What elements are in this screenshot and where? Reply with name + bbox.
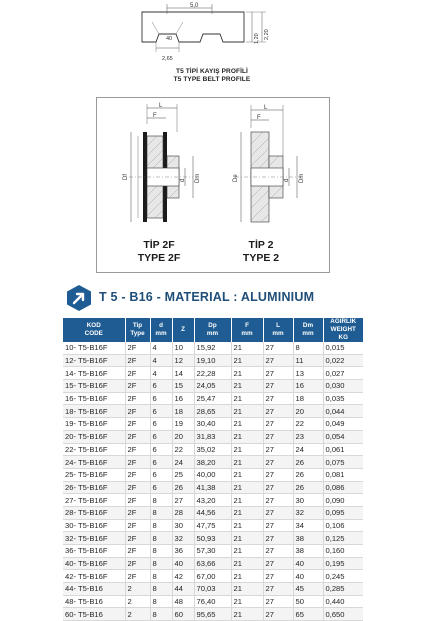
table-cell: 0,081 [323,468,363,481]
table-row [63,418,363,431]
table-cell: 0,650 [323,608,363,621]
table-cell: 15,92 [194,342,231,354]
table-cell: 70,03 [194,583,231,596]
table-cell: 40 [293,557,323,570]
table-row [63,545,363,558]
table-cell: 26 [293,468,323,481]
hexagon-arrow-icon [65,284,93,312]
table-cell: 6 [150,443,172,456]
column-header [125,318,150,342]
table-cell: 2F [125,545,150,558]
table-cell: 27- T5-B16F [63,494,125,507]
table-cell: 2F [125,456,150,469]
table-cell: 24 [293,443,323,456]
table-cell: 38,20 [194,456,231,469]
table-cell: 0,285 [323,583,363,596]
table-row [63,456,363,469]
table-cell: 27 [263,608,293,621]
table-cell: 57,30 [194,545,231,558]
table-cell: 21 [231,392,263,405]
column-header [263,318,293,342]
dim-d-2: d [284,178,290,182]
table-cell: 21 [231,354,263,367]
column-header-text: Z [181,326,185,333]
table-cell: 27 [263,456,293,469]
table-cell: 2F [125,532,150,545]
table-row [63,430,363,443]
table-cell: 4 [150,367,172,380]
table-cell: 40- T5-B16F [63,557,125,570]
table-cell: 12 [172,354,194,367]
table-cell: 2F [125,354,150,367]
table-cell: 16 [293,380,323,393]
table-cell: 21 [231,494,263,507]
column-header-text: Type [130,330,145,337]
type-2-label-en: TYPE 2 [242,252,280,264]
dim-f-2f: F [153,113,157,119]
column-header [293,318,323,342]
table-cell: 21 [231,443,263,456]
table-cell: 27 [263,367,293,380]
table-cell: 41,38 [194,481,231,494]
table-cell: 50 [293,595,323,608]
table-cell: 2F [125,443,150,456]
table-cell: 2F [125,519,150,532]
section-title: T 5 - B16 - MATERIAL : ALUMINIUM [99,290,315,304]
table-cell: 2 [125,608,150,621]
table-cell: 26- T5-B16F [63,481,125,494]
column-header [231,318,263,342]
table-cell: 0,245 [323,570,363,583]
table-cell: 21 [231,545,263,558]
table-cell: 76,40 [194,595,231,608]
table-cell: 8 [150,570,172,583]
table-cell: 38 [293,532,323,545]
table-cell: 10 [172,342,194,354]
dim-pitch: 5,0 [190,3,199,9]
table-row [63,608,363,621]
table-cell: 28- T5-B16F [63,506,125,519]
table-cell: 27 [263,595,293,608]
table-cell: 40 [172,557,194,570]
dim-de-2: De [233,174,239,182]
table-cell: 6 [150,430,172,443]
table-cell: 0,195 [323,557,363,570]
column-header [150,318,172,342]
table-cell: 38 [293,545,323,558]
table-cell: 6 [150,392,172,405]
table-cell: 27 [263,392,293,405]
dim-dm-2: Dm [299,173,305,183]
table-cell: 35,02 [194,443,231,456]
dim-angle: 40 [166,36,173,42]
column-header-text: mm [302,330,314,337]
column-header-text: KOD [86,322,101,329]
belt-profile-caption-en: T5 TYPE BELT PROFILE [173,76,251,83]
column-header [323,318,363,342]
table-cell: 27 [263,583,293,596]
type-2-label-tr: TİP 2 [248,239,274,251]
table-cell: 8 [150,494,172,507]
table-cell: 0,440 [323,595,363,608]
table-cell: 21 [231,595,263,608]
spec-table [63,318,363,621]
table-cell: 2F [125,430,150,443]
table-cell: 16- T5-B16F [63,392,125,405]
table-cell: 27 [263,354,293,367]
table-cell: 30- T5-B16F [63,519,125,532]
type-2f-label [119,239,199,265]
table-cell: 2F [125,342,150,354]
table-cell: 25- T5-B16F [63,468,125,481]
table-cell: 0,086 [323,481,363,494]
table-row [63,481,363,494]
table-cell: 30,40 [194,418,231,431]
table-cell: 48 [172,595,194,608]
table-row [63,570,363,583]
table-cell: 31,83 [194,430,231,443]
dim-dm-2f: Dm [195,173,201,183]
table-cell: 27 [263,468,293,481]
table-cell: 19,10 [194,354,231,367]
table-cell: 0,061 [323,443,363,456]
table-cell: 27 [263,342,293,354]
column-header [63,318,125,342]
dim-df-2f: Df [123,174,129,180]
table-cell: 67,00 [194,570,231,583]
table-cell: 0,035 [323,392,363,405]
column-header [172,318,194,342]
table-cell: 8 [293,342,323,354]
table-cell: 2F [125,506,150,519]
table-cell: 27 [263,494,293,507]
table-cell: 30 [293,494,323,507]
table-cell: 21 [231,583,263,596]
table-cell: 36- T5-B16F [63,545,125,558]
column-header-text: F [245,322,249,329]
table-cell: 42 [172,570,194,583]
table-cell: 8 [150,506,172,519]
dim-tooth-width: 2,65 [162,56,173,62]
table-cell: 0,075 [323,456,363,469]
table-cell: 0,027 [323,367,363,380]
table-row [63,583,363,596]
table-cell: 18 [172,405,194,418]
dim-f-2: F [257,115,261,121]
table-cell: 95,65 [194,608,231,621]
table-cell: 43,20 [194,494,231,507]
table-cell: 48- T5-B16 [63,595,125,608]
table-cell: 13 [293,367,323,380]
column-header-text: L [276,322,280,329]
table-cell: 2 [125,583,150,596]
table-cell: 20 [172,430,194,443]
table-cell: 65 [293,608,323,621]
table-cell: 23 [293,430,323,443]
table-cell: 34 [293,519,323,532]
column-header-text: mm [206,330,219,337]
table-cell: 21 [231,532,263,545]
table-cell: 8 [150,557,172,570]
table-cell: 21 [231,430,263,443]
type-2f-label-tr: TİP 2F [143,239,175,251]
table-cell: 21 [231,570,263,583]
table-row [63,367,363,380]
table-cell: 21 [231,367,263,380]
table-cell: 2F [125,405,150,418]
table-cell: 10- T5-B16F [63,342,125,354]
table-cell: 22,28 [194,367,231,380]
column-header-text: Dm [302,322,314,329]
table-cell: 19- T5-B16F [63,418,125,431]
table-cell: 44,56 [194,506,231,519]
table-body [63,342,363,621]
table-header-row [63,318,363,342]
column-header-text: Tip [132,322,143,329]
table-cell: 32- T5-B16F [63,532,125,545]
table-cell: 26 [293,456,323,469]
column-header-text: CODE [84,330,103,337]
table-cell: 19 [172,418,194,431]
table-cell: 8 [150,583,172,596]
dim-l-2f: L [159,103,163,109]
table-cell: 8 [150,595,172,608]
table-cell: 42- T5-B16F [63,570,125,583]
table-cell: 0,015 [323,342,363,354]
table-cell: 15 [172,380,194,393]
table-row [63,506,363,519]
table-cell: 14 [172,367,194,380]
table-cell: 6 [150,380,172,393]
table-row [63,392,363,405]
table-cell: 22 [293,418,323,431]
table-cell: 8 [150,608,172,621]
table-row [63,595,363,608]
table-cell: 25,47 [194,392,231,405]
column-header-text: mm [241,330,253,337]
column-header-text: Dp [208,322,217,329]
table-cell: 60- T5-B16 [63,608,125,621]
belt-profile-drawing [0,0,424,72]
table-cell: 18 [293,392,323,405]
table-cell: 40 [293,570,323,583]
belt-profile-caption-tr: T5 TİPİ KAYIŞ PROFİLİ [176,68,248,75]
table-cell: 24 [172,456,194,469]
table-cell: 27 [263,430,293,443]
table-cell: 44 [172,583,194,596]
table-cell: 2F [125,367,150,380]
table-cell: 21 [231,380,263,393]
table-cell: 0,090 [323,494,363,507]
table-cell: 32 [172,532,194,545]
type-2-label [221,239,301,265]
table-cell: 44- T5-B16 [63,583,125,596]
table-cell: 2F [125,468,150,481]
table-cell: 20 [293,405,323,418]
table-cell: 21 [231,506,263,519]
table-cell: 27 [263,532,293,545]
table-cell: 22- T5-B16F [63,443,125,456]
table-cell: 21 [231,608,263,621]
type-2f-drawing [109,102,209,232]
table-cell: 20- T5-B16F [63,430,125,443]
table-cell: 21 [231,519,263,532]
table-cell: 27 [263,380,293,393]
table-cell: 21 [231,468,263,481]
table-cell: 2F [125,418,150,431]
table-cell: 14- T5-B16F [63,367,125,380]
table-cell: 26 [293,481,323,494]
table-cell: 6 [150,456,172,469]
column-header-text: KG [338,334,348,341]
table-cell: 0,044 [323,405,363,418]
table-cell: 30 [172,519,194,532]
table-row [63,342,363,354]
table-cell: 8 [150,545,172,558]
table-cell: 45 [293,583,323,596]
table-cell: 16 [172,392,194,405]
type-2-drawing [221,102,321,232]
table-cell: 6 [150,468,172,481]
table-cell: 27 [263,570,293,583]
pulley-drawings-frame [96,97,330,273]
table-cell: 12- T5-B16F [63,354,125,367]
table-cell: 27 [263,519,293,532]
table-cell: 0,106 [323,519,363,532]
table-cell: 27 [263,506,293,519]
column-header-text: AĞIRLIK [330,318,357,325]
table-cell: 0,049 [323,418,363,431]
table-cell: 2F [125,481,150,494]
table-row [63,532,363,545]
type-2f-label-en: TYPE 2F [137,252,181,264]
table-cell: 21 [231,557,263,570]
column-header-text: d [159,322,163,329]
table-cell: 2F [125,380,150,393]
belt-profile-section [0,0,424,90]
table-cell: 27 [263,481,293,494]
table-cell: 22 [172,443,194,456]
table-cell: 21 [231,418,263,431]
table-cell: 0,022 [323,354,363,367]
table-cell: 0,030 [323,380,363,393]
table-cell: 28,65 [194,405,231,418]
table-cell: 6 [150,418,172,431]
table-cell: 27 [263,405,293,418]
table-cell: 0,095 [323,506,363,519]
table-row [63,468,363,481]
section-header [63,283,363,313]
table-cell: 40,00 [194,468,231,481]
table-row [63,494,363,507]
table-cell: 2F [125,557,150,570]
table-cell: 27 [263,418,293,431]
table-cell: 21 [231,481,263,494]
table-cell: 8 [150,519,172,532]
table-cell: 2 [125,595,150,608]
table-cell: 27 [263,545,293,558]
table-row [63,405,363,418]
column-header-text: mm [272,330,284,337]
table-cell: 4 [150,342,172,354]
column-header [194,318,231,342]
table-cell: 4 [150,354,172,367]
table-cell: 6 [150,481,172,494]
table-cell: 32 [293,506,323,519]
dim-tooth-height: 1,20 [254,33,260,44]
table-row [63,557,363,570]
table-row [63,380,363,393]
table-cell: 27 [263,443,293,456]
table-cell: 21 [231,456,263,469]
table-cell: 60 [172,608,194,621]
table-cell: 6 [150,405,172,418]
dim-total-height: 2,20 [264,29,270,40]
table-cell: 63,66 [194,557,231,570]
table-row [63,443,363,456]
table-cell: 0,054 [323,430,363,443]
table-cell: 27 [263,557,293,570]
table-cell: 50,93 [194,532,231,545]
column-header-text: WEIGHT [330,326,356,333]
table-cell: 21 [231,342,263,354]
table-cell: 15- T5-B16F [63,380,125,393]
table-cell: 11 [293,354,323,367]
table-cell: 2F [125,570,150,583]
table-cell: 27 [172,494,194,507]
table-cell: 24,05 [194,380,231,393]
table-cell: 25 [172,468,194,481]
table-cell: 0,160 [323,545,363,558]
table-cell: 0,125 [323,532,363,545]
table-cell: 2F [125,494,150,507]
table-cell: 28 [172,506,194,519]
dim-l-2: L [264,105,268,111]
table-row [63,519,363,532]
table-cell: 24- T5-B16F [63,456,125,469]
table-cell: 18- T5-B16F [63,405,125,418]
dim-d-2f: d [180,178,186,182]
table-cell: 2F [125,392,150,405]
table-row [63,354,363,367]
table-cell: 26 [172,481,194,494]
table-cell: 21 [231,405,263,418]
table-cell: 47,75 [194,519,231,532]
column-header-text: mm [155,330,167,337]
table-cell: 36 [172,545,194,558]
table-cell: 8 [150,532,172,545]
